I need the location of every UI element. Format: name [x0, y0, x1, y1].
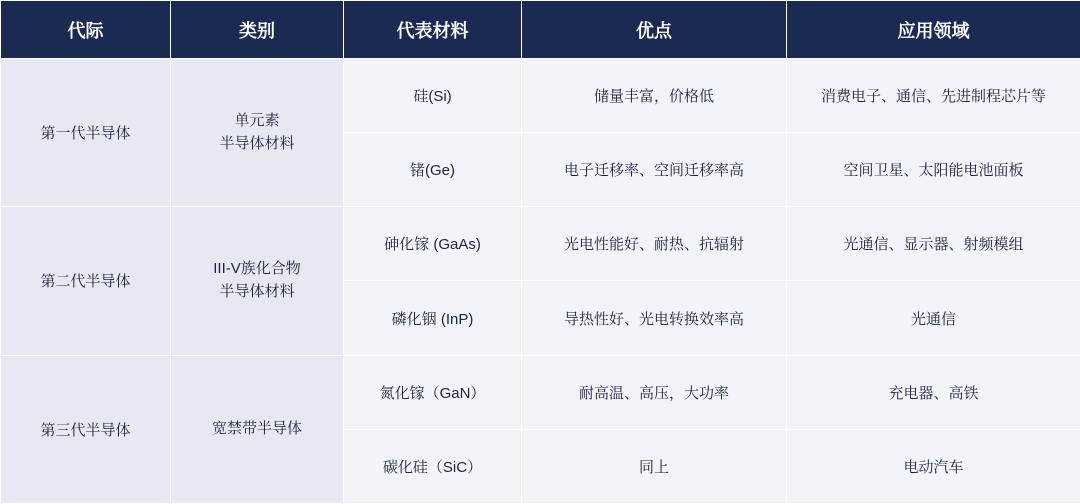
category-cell: [171, 355, 344, 503]
material-cell: 碳化硅（SiC）: [344, 429, 522, 503]
header-cell-category: 类别: [171, 1, 344, 59]
applications-cell: 消费电子、通信、先进制程芯片等: [787, 59, 1080, 133]
header-cell-generation: 代际: [1, 1, 171, 59]
table-body: [1, 59, 1080, 504]
advantages-cell: 光电性能好、耐热、抗辐射: [522, 207, 787, 281]
generation-cell: 第三代半导体: [1, 355, 171, 503]
material-cell: 磷化铟 (InP): [344, 281, 522, 355]
table-row: [1, 59, 1080, 133]
table-row: [1, 207, 1080, 281]
header-cell-material: 代表材料: [344, 1, 522, 59]
material-cell: 氮化镓（GaN）: [344, 355, 522, 429]
applications-cell: 空间卫星、太阳能电池面板: [787, 133, 1080, 207]
applications-cell: 充电器、高铁: [787, 355, 1080, 429]
category-line: 半导体材料: [219, 282, 295, 300]
category-line: 单元素: [234, 112, 280, 130]
applications-cell: 电动汽车: [787, 429, 1080, 503]
advantages-cell: 耐高温、高压，大功率: [522, 355, 787, 429]
generation-cell: 第一代半导体: [1, 59, 171, 207]
generation-cell: 第二代半导体: [1, 207, 171, 355]
advantages-cell: 储量丰富，价格低: [522, 59, 787, 133]
applications-cell: 光通信、显示器、射频模组: [787, 207, 1080, 281]
material-cell: 锗(Ge): [344, 133, 522, 207]
header-cell-advantages: 优点: [522, 1, 787, 59]
applications-cell: 光通信: [787, 281, 1080, 355]
advantages-cell: 导热性好、光电转换效率高: [522, 281, 787, 355]
advantages-cell: 电子迁移率、空间迁移率高: [522, 133, 787, 207]
table-row: [1, 355, 1080, 429]
category-line: III-V族化合物: [213, 260, 301, 278]
advantages-cell: 同上: [522, 429, 787, 503]
header-cell-applications: 应用领域: [787, 1, 1080, 59]
material-cell: 砷化镓 (GaAs): [344, 207, 522, 281]
table-header: [1, 1, 1080, 59]
table-header-row: [1, 1, 1080, 59]
category-cell: [171, 59, 344, 207]
category-line: 半导体材料: [219, 134, 295, 152]
category-cell: [171, 207, 344, 355]
category-line: 宽禁带半导体: [211, 420, 302, 438]
material-cell: 硅(Si): [344, 59, 522, 133]
